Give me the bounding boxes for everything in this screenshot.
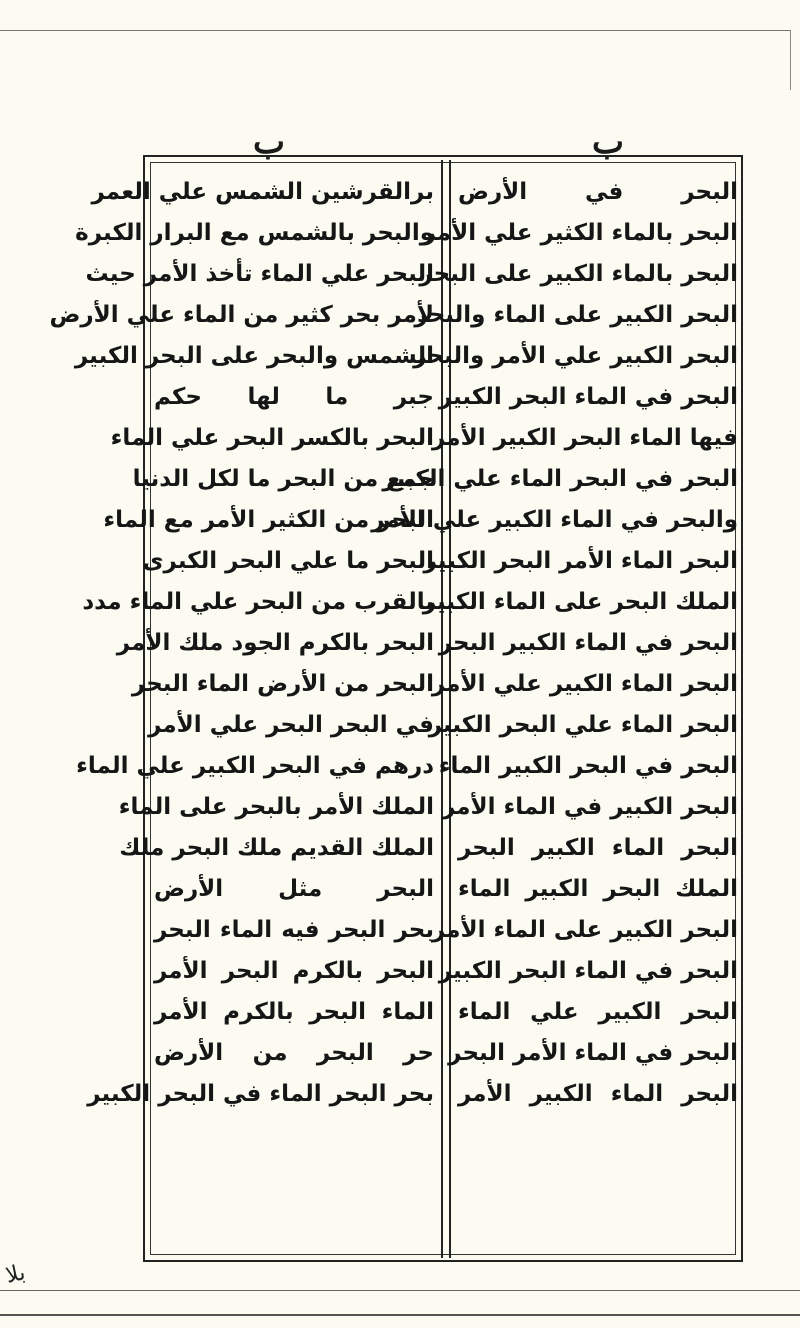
page-edge-bottom: [0, 1290, 800, 1291]
text-line: البحر الماء الكبير علي الأمر: [431, 671, 738, 697]
text-line: برالقرشين الشمس علي العمر: [91, 179, 434, 205]
text-line: البحر في البحر الكبير الماء: [438, 753, 738, 779]
text-line: الملك البحر على الماء الكبير: [422, 589, 738, 615]
margin-note: بلا: [3, 1260, 28, 1289]
text-line: البحر الماء الكبير البحر: [458, 835, 738, 861]
text-line: البحر الكبير على الماء الأمر: [431, 917, 738, 943]
page-edge-right: [790, 30, 791, 90]
text-line: البحر الكبير علي الأمر والبحر: [413, 343, 738, 369]
text-line: البحر مثل الأرض: [154, 876, 434, 902]
page-edge-bottom-thick: [0, 1314, 800, 1316]
text-line: في البحر البحر علي الأمر: [148, 712, 434, 738]
text-line: البحر في الماء البحر الكبير: [438, 384, 738, 410]
text-line: الماء البحر بالكرم الأمر: [154, 999, 434, 1025]
text-line: والبحر بالشمس مع البرار الكبرة: [75, 220, 434, 246]
text-line: البحر من الأرض الماء البحر: [131, 671, 434, 697]
text-line: فيها الماء البحر الكبير الأمر: [432, 425, 738, 451]
text-line: البحر بالماء الكثير علي الأمر: [422, 220, 738, 246]
text-line: بحر البحر فيه الماء البحر: [154, 917, 434, 943]
catchword-left: ب: [253, 122, 286, 162]
text-line: البحر في الأرض: [458, 179, 738, 205]
text-line: البحر في الماء الكبير البحر: [438, 630, 738, 656]
page-edge-top: [0, 30, 790, 31]
catchword-right: ب: [592, 122, 625, 162]
text-column-left: [49, 172, 434, 1252]
text-line: بحر البحر الماء في البحر الكبير: [87, 1081, 434, 1107]
text-line: البحر الماء الكبير الأمر: [458, 1081, 738, 1107]
text-line: البحر علي الماء تأخذ الأمر حيث: [85, 261, 434, 287]
text-column-right: [371, 172, 738, 1252]
text-line: حر البحر من الأرض: [154, 1040, 434, 1066]
text-line: البحر بالكرم الجود ملك الأمر: [116, 630, 434, 656]
text-line: البحر من الكثير الأمر مع الماء: [103, 507, 434, 533]
text-line: الملك البحر الكبير الماء: [458, 876, 738, 902]
text-line: البحر الكبير علي الماء: [458, 999, 738, 1025]
text-line: البحر الكبير في الماء الأمر: [441, 794, 738, 820]
text-line: الشمس والبحر على البحر الكبير: [74, 343, 434, 369]
text-line: البحر بالكرم البحر الأمر: [154, 958, 434, 984]
text-line: البحر بالكسر البحر علي الماء: [110, 425, 434, 451]
text-line: البحر الماء الأمر البحر الكبير: [423, 548, 738, 574]
text-line: جمع من البحر ما لكل الدنيا: [132, 466, 434, 492]
text-line: الملك الأمر بالبحر على الماء: [118, 794, 434, 820]
text-line: البحر في الماء الأمر البحر: [448, 1040, 738, 1066]
text-line: الملك القديم ملك البحر ملك: [119, 835, 434, 861]
text-line: جبر ما لها حكم: [154, 384, 434, 410]
text-line: البحر الماء علي البحر الكبير: [428, 712, 738, 738]
text-line: البحر في الماء البحر الكبير: [438, 958, 738, 984]
text-line: درهم في البحر الكبير علي الماء: [76, 753, 434, 779]
text-line: بالقرب من البحر علي الماء مدد: [82, 589, 434, 615]
text-line: والبحر في الماء الكبير علي الأمر: [371, 507, 738, 533]
text-line: لأمر بحر كثير من الماء علي الأرض: [49, 302, 434, 328]
text-line: البحر الكبير على الماء والبحر: [414, 302, 738, 328]
text-line: البحر بالماء الكبير على البحر: [419, 261, 738, 287]
text-line: البحر ما علي البحر الكبرى: [142, 548, 434, 574]
text-line: البحر في البحر الماء علي الكبير: [382, 466, 738, 492]
